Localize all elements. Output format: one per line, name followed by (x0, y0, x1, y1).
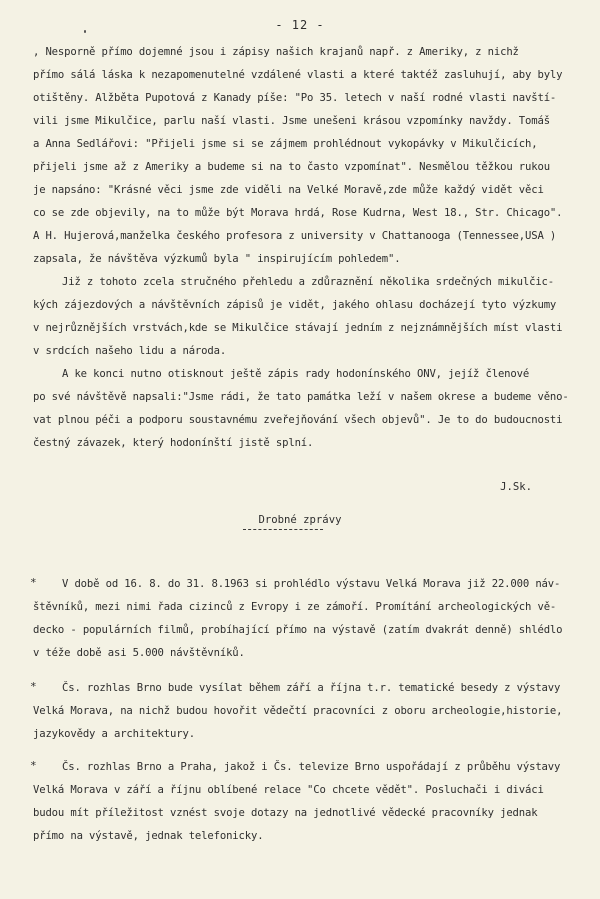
news-line: budou mít příležitost vznést svoje dotazy na jednotlivé vědecké pracovníky jednak (33, 807, 538, 819)
asterisk-bullet-icon: * (30, 759, 37, 772)
section-underline (243, 529, 323, 530)
text-line: je napsáno: "Krásné věci jsme zde viděli na Velké Moravě,zde může každý vidět věci (33, 184, 544, 196)
asterisk-bullet-icon: * (30, 576, 37, 589)
text-line: Již z tohoto zcela stručného přehledu a zdůraznění několika srdečných mikulčic- (62, 276, 555, 288)
page-number: - 12 - (275, 18, 325, 32)
text-line: čestný závazek, který hodonínští jistě splní. (33, 437, 314, 449)
text-line: přímo sálá láska k nezapomenutelné vzdálené vlasti a které taktéž zasluhují, aby byly (33, 69, 563, 81)
news-line: v téže době asi 5.000 návštěvníků. (33, 647, 245, 659)
news-line: Čs. rozhlas Brno a Praha, jakož i Čs. televize Brno uspořádají z průběhu výstavy (62, 761, 561, 773)
text-line: otištěny. Alžběta Pupotová z Kanady píše: "Po 35. letech v naší rodné vlasti navští- (33, 92, 557, 104)
text-line: vili jsme Mikulčice, parlu naší vlasti. Jsme unešeni krásou vzpomínky navždy. Tomáš (33, 115, 550, 127)
text-line: vat plnou péči a podporu soustavnému zveřejňování všech objevů". Je to do budoucnosti (33, 414, 563, 426)
news-line: přímo na výstavě, jednak telefonicky. (33, 830, 264, 842)
text-line: A ke konci nutno otisknout ještě zápis rady hodonínského ONV, jejíž členové (62, 368, 530, 380)
text-line: co se zde objevily, na to může být Morava hrdá, Rose Kudrna, West 18., Str. Chicago". (33, 207, 563, 219)
news-line: jazykovědy a architektury. (33, 728, 195, 740)
text-line: A H. Hujerová,manželka českého profesora z university v Chattanooga (Tennessee,USA ) (33, 230, 557, 242)
text-line: v srdcích našeho lidu a národa. (33, 345, 227, 357)
text-line: po své návštěvě napsali:"Jsme rádi, že tato památka leží v našem okrese a budeme věno- (33, 391, 569, 403)
news-line: Velká Morava, na nichž budou hovořit vědečtí pracovníci z oboru archeologie,historie, (33, 705, 563, 717)
signature: J.Sk. (500, 481, 532, 493)
news-line: Čs. rozhlas Brno bude vysílat během září a října t.r. tematické besedy z výstavy (62, 682, 561, 694)
news-line: V době od 16. 8. do 31. 8.1963 si prohlédlo výstavu Velká Morava již 22.000 náv- (62, 578, 561, 590)
news-line: Velká Morava v září a říjnu oblíbené relace "Co chcete vědět". Posluchači i diváci (33, 784, 544, 796)
asterisk-bullet-icon: * (30, 680, 37, 693)
text-line: , Nesporně přímo dojemné jsou i zápisy našich krajanů např. z Ameriky, z nichž (33, 46, 519, 58)
section-title: Drobné zprávy (258, 514, 342, 526)
news-line: štěvníků, mezi nimi řada cizinců z Evropy i ze zámoří. Promítání archeologických vě- (33, 601, 557, 613)
text-line: kých zájezdových a návštěvních zápisů je vidět, jakého ohlasu docházejí tyto výzkumy (33, 299, 557, 311)
text-line: přijeli jsme až z Ameriky a budeme si na to často vzpomínat". Nesmělou těžkou rukou (33, 161, 550, 173)
text-line: a Anna Sedlářovi: "Přijeli jsme si se zájmem prohlédnout vykopávky v Mikulčicích, (33, 138, 538, 150)
text-line: zapsala, že návštěva výzkumů byla " inspirujícím pohledem". (33, 253, 401, 265)
ink-speck (84, 30, 86, 33)
news-line: decko - populárních filmů, probíhající přímo na výstavě (zatím dvakrát denně) shlédlo (33, 624, 563, 636)
text-line: v nejrůznějších vrstvách,kde se Mikulčice stávají jedním z nejznámnějších míst vlasti (33, 322, 563, 334)
